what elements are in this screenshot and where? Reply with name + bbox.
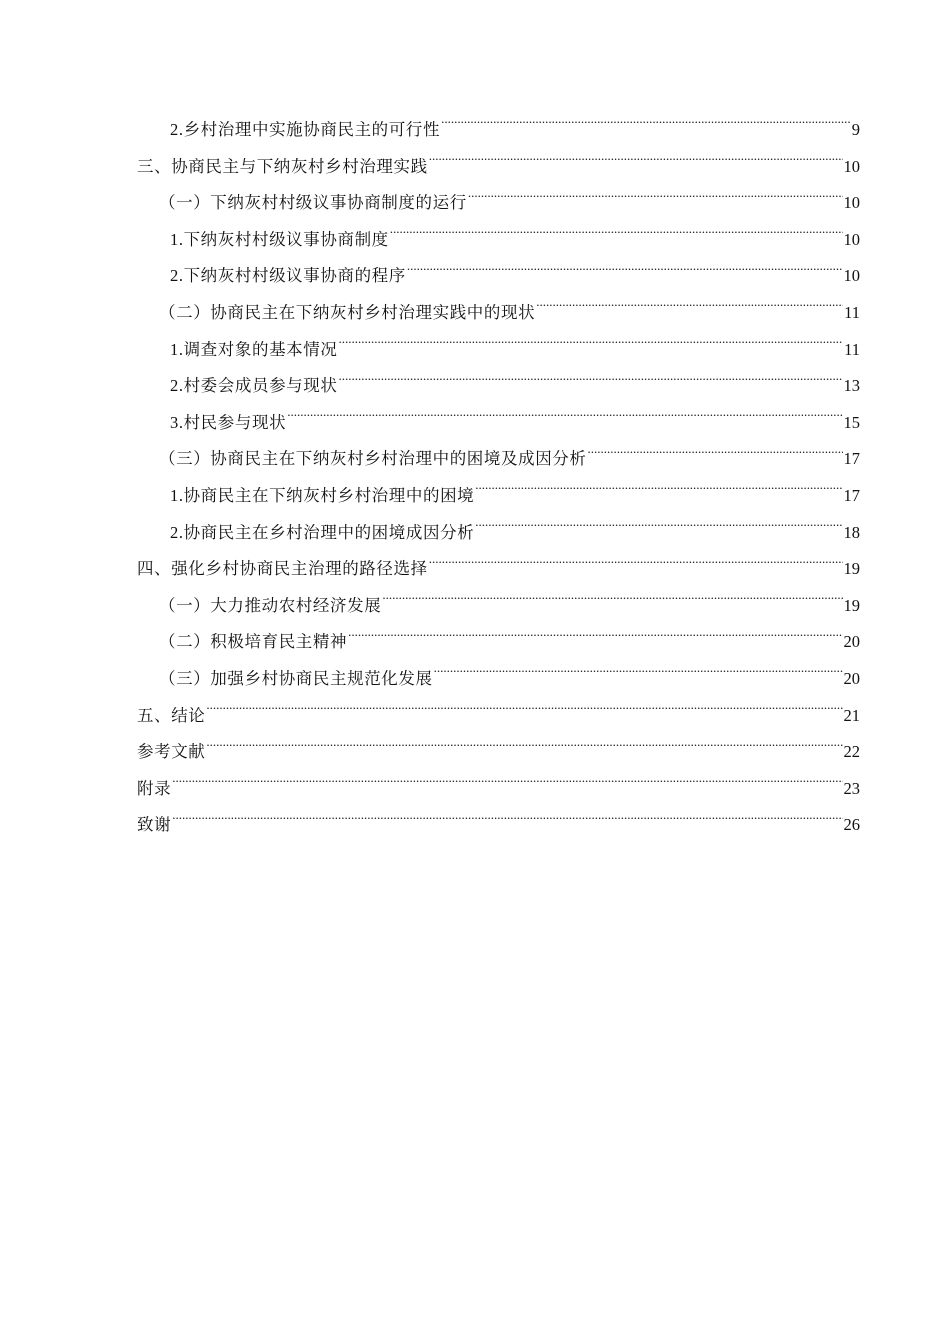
- toc-entry-title: 1.协商民主在下纳灰村乡村治理中的困境: [170, 485, 475, 505]
- toc-entry[interactable]: [137, 515, 860, 552]
- toc-entry-title: （二）协商民主在下纳灰村乡村治理实践中的现状: [159, 302, 536, 322]
- toc-entry[interactable]: [137, 258, 860, 295]
- toc-entry[interactable]: [137, 698, 860, 735]
- toc-dot-leader: [536, 301, 843, 318]
- toc-entry[interactable]: [137, 149, 860, 186]
- toc-entry-page: 19: [843, 559, 860, 579]
- toc-entry[interactable]: [137, 368, 860, 405]
- toc-entry-page: 11: [844, 339, 860, 359]
- toc-entry-title: 1.下纳灰村村级议事协商制度: [170, 229, 389, 249]
- toc-entry[interactable]: [137, 807, 860, 844]
- toc-entry-page: 20: [843, 632, 860, 652]
- toc-dot-leader: [429, 558, 843, 575]
- toc-entry-title: （一）大力推动农村经济发展: [159, 595, 382, 615]
- toc-entry[interactable]: [137, 588, 860, 625]
- toc-dot-leader: [588, 448, 843, 465]
- toc-dot-leader: [206, 741, 842, 758]
- toc-dot-leader: [348, 631, 842, 648]
- toc-entry-page: 9: [851, 120, 860, 139]
- toc-entry-page: 19: [843, 595, 860, 615]
- toc-dot-leader: [172, 814, 842, 831]
- toc-entry[interactable]: [137, 332, 860, 369]
- toc-entry[interactable]: [137, 222, 860, 259]
- toc-entry-title: 参考文献: [137, 742, 206, 762]
- toc-entry-title: （二）积极培育民主精神: [159, 632, 348, 652]
- toc-entry[interactable]: [137, 661, 860, 698]
- toc-entry[interactable]: [137, 295, 860, 332]
- toc-dot-leader: [287, 411, 842, 428]
- toc-entry-page: 22: [843, 742, 860, 762]
- toc-entry-page: 23: [843, 778, 860, 798]
- toc-dot-leader: [475, 484, 842, 501]
- toc-entry-page: 13: [843, 376, 860, 396]
- toc-entry-page: 10: [843, 266, 860, 286]
- toc-dot-leader: [390, 228, 843, 245]
- toc-entry-page: 20: [843, 668, 860, 688]
- table-of-contents: [137, 112, 860, 844]
- toc-entry-title: 2.村委会成员参与现状: [170, 376, 338, 396]
- toc-entry[interactable]: [137, 112, 860, 149]
- toc-entry-page: 21: [843, 705, 860, 725]
- toc-entry-page: 17: [843, 449, 860, 469]
- toc-entry-page: 10: [843, 156, 860, 176]
- toc-dot-leader: [338, 338, 843, 355]
- toc-entry-title: 致谢: [137, 815, 172, 835]
- toc-entry[interactable]: [137, 624, 860, 661]
- toc-dot-leader: [468, 192, 843, 209]
- toc-entry-page: 10: [843, 229, 860, 249]
- toc-dot-leader: [206, 704, 842, 721]
- toc-dot-leader: [172, 777, 842, 794]
- toc-dot-leader: [407, 265, 843, 282]
- toc-entry[interactable]: [137, 551, 860, 588]
- toc-entry-title: （三）加强乡村协商民主规范化发展: [159, 668, 433, 688]
- toc-entry-title: 五、结论: [137, 705, 206, 725]
- toc-entry-title: （三）协商民主在下纳灰村乡村治理中的困境及成因分析: [159, 449, 587, 469]
- toc-entry-title: 附录: [137, 778, 172, 798]
- toc-entry-title: 2.协商民主在乡村治理中的困境成因分析: [170, 522, 475, 542]
- toc-dot-leader: [338, 375, 842, 392]
- toc-dot-leader: [429, 155, 843, 172]
- toc-entry-page: 10: [843, 193, 860, 213]
- toc-entry-page: 15: [843, 412, 860, 432]
- toc-entry-title: 2.下纳灰村村级议事协商的程序: [170, 266, 406, 286]
- toc-entry-page: 11: [844, 302, 860, 322]
- toc-entry-page: 17: [843, 485, 860, 505]
- toc-entry[interactable]: [137, 478, 860, 515]
- toc-entry-title: 2.乡村治理中实施协商民主的可行性: [170, 120, 441, 139]
- toc-entry[interactable]: [137, 405, 860, 442]
- toc-entry[interactable]: [137, 441, 860, 478]
- toc-entry[interactable]: [137, 185, 860, 222]
- toc-dot-leader: [475, 521, 842, 538]
- toc-entry-title: 3.村民参与现状: [170, 412, 287, 432]
- toc-entry-title: 四、强化乡村协商民主治理的路径选择: [137, 559, 428, 579]
- toc-dot-leader: [441, 119, 851, 136]
- toc-entry[interactable]: [137, 734, 860, 771]
- toc-entry-title: 1.调查对象的基本情况: [170, 339, 338, 359]
- toc-dot-leader: [434, 667, 843, 684]
- toc-entry-title: 三、协商民主与下纳灰村乡村治理实践: [137, 156, 428, 176]
- toc-entry[interactable]: [137, 771, 860, 808]
- toc-entry-title: （一）下纳灰村村级议事协商制度的运行: [159, 193, 467, 213]
- toc-dot-leader: [382, 594, 842, 611]
- toc-entry-page: 18: [843, 522, 860, 542]
- toc-entry-page: 26: [843, 815, 860, 835]
